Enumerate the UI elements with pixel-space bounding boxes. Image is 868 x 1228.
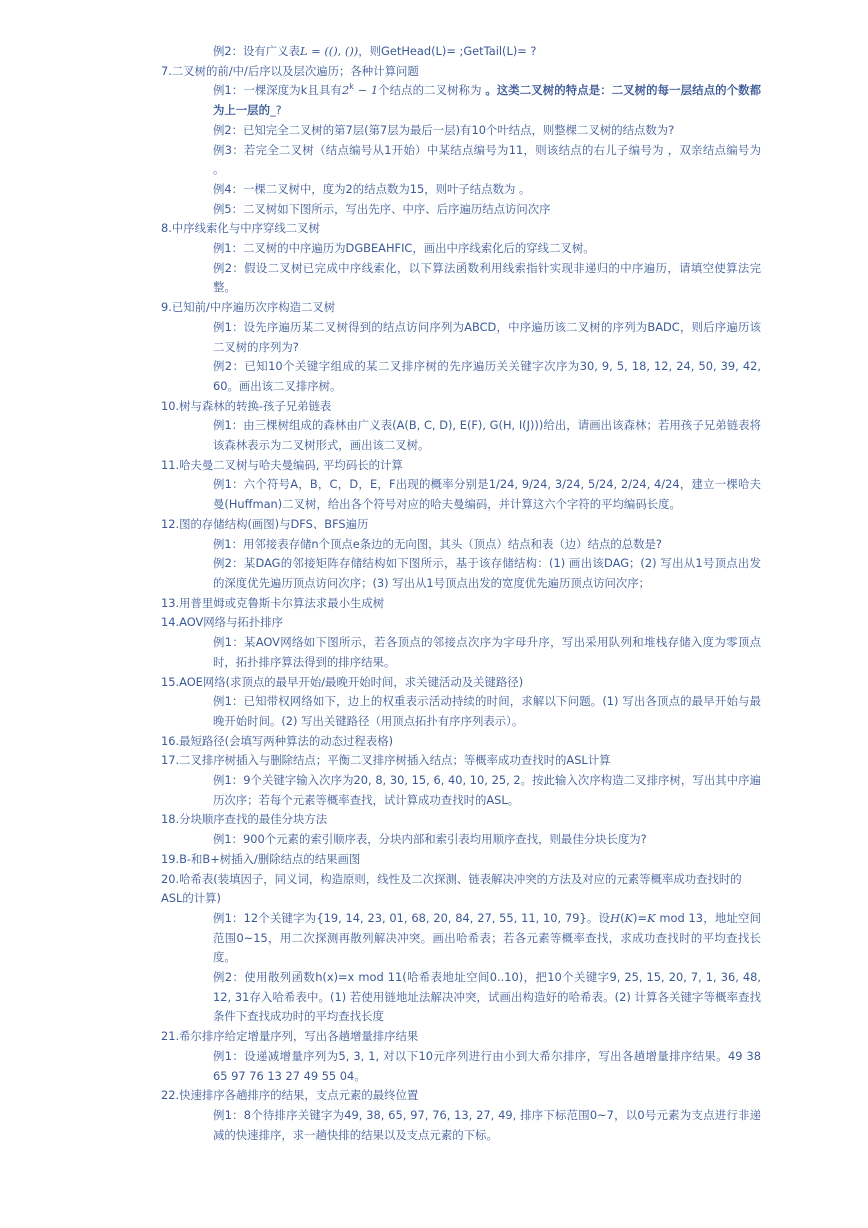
example-question [161, 42, 761, 62]
math-expression: K [624, 910, 634, 925]
text-run: 18.分块顺序查找的最佳分块方法 [161, 812, 328, 827]
math-expression: − 1 [353, 83, 379, 98]
text-run: 例1：8个待排序关键字为49, 38, 65, 97, 76, 13, 27, 49, 排序下标范围0~7，以0号元素为支点进行非递减的快速排序，求一趟快排的结果以及支点元素的下标。 [213, 1107, 761, 1142]
exam-outline [161, 42, 761, 1145]
example-question [161, 318, 761, 357]
example-question [161, 554, 761, 593]
section-heading [161, 673, 761, 693]
section-heading [161, 1027, 761, 1047]
example-question [161, 180, 761, 200]
section-heading [161, 751, 761, 771]
example-question [161, 259, 761, 298]
text-run: 14.AOV网络与拓扑排序 [161, 615, 283, 630]
text-run: 9.已知前/中序遍历次序构造二叉树 [161, 300, 336, 315]
text-run: 例1：设递减增量序列为5, 3, 1, 对以下10元序列进行由小到大希尔排序，写出各趟增量排序结果。49 38 65 97 76 13 27 49 55 04。 [213, 1048, 761, 1083]
math-expression: H [610, 910, 621, 925]
section-heading [161, 613, 761, 633]
text-run: 例1：一棵深度为k且具有 [213, 83, 342, 98]
section-heading [161, 810, 761, 830]
text-run: 12.图的存储结构(画图)与DFS、BFS遍历 [161, 516, 369, 531]
text-run: 17.二叉排序树插入与删除结点；平衡二叉排序树插入结点；等概率成功查找时的ASL计算 [161, 753, 611, 768]
text-run: 7.二叉树的前/中/后序以及层次遍历；各种计算问题 [161, 63, 419, 78]
text-run: 例3：若完全二叉树（结点编号从1开始）中某结点编号为11，则该结点的右儿子编号为 ，双亲结点编号为 。 [213, 142, 761, 177]
math-expression: 2 [341, 83, 350, 98]
example-question [161, 416, 761, 455]
example-question [161, 81, 761, 120]
section-heading [161, 850, 761, 870]
text-run: 例5：二叉树如下图所示，写出先序、中序、后序遍历结点访问次序 [213, 201, 551, 216]
text-run: 例1：9个关键字输入次序为20, 8, 30, 15, 6, 40, 10, 25, 2。按此输入次序构造二叉排序树，写出其中序遍历次序；若每个元素等概率查找，试计算成功查找时的ASL。 [213, 773, 761, 807]
math-expression: K [647, 910, 656, 925]
example-question [161, 1047, 761, 1086]
text-run: 21.希尔排序给定增量序列，写出各趟增量排序结果 [161, 1029, 419, 1044]
text-run: _? [269, 103, 282, 118]
section-heading [161, 62, 761, 82]
example-question [161, 239, 761, 259]
text-run: 例1：六个符号A，B，C，D，E，F出现的概率分别是1/24, 9/24, 3/24, 5/24, 2/24, 4/24，建立一棵哈夫曼(Huffman)二叉树，给出各个符号对应的哈夫曼编码，并计算这六个字符的平均编码长度。 [213, 477, 761, 512]
example-question [161, 200, 761, 220]
text-run: 例1：某AOV网络如下图所示，若各顶点的邻接点次序为字母升序，写出采用队列和堆栈存储入度为零顶点时，拓扑排序算法得到的排序结果。 [213, 635, 761, 669]
text-run: 例1：由三棵树组成的森林由广义表(A(B, C, D), E(F), G(H, I(J)))给出，请画出该森林；若用孩子兄弟链表将该森林表示为二叉树形式，画出该二叉树。 [213, 418, 761, 453]
section-heading [161, 870, 761, 909]
example-question [161, 475, 761, 514]
example-question [161, 830, 761, 850]
text-run: mod 13，地址空间范围0~15，用二次探测再散列解决冲突。画出哈希表；若各元素等概率查找，求成功查找时的平均查找长度。 [213, 910, 762, 965]
text-run: 例2：已知完全二叉树的第7层(第7层为最后一层)有10个叶结点，则整棵二叉树的结点数为? [213, 122, 675, 137]
section-heading [161, 456, 761, 476]
text-run: 13.用普里姆或克鲁斯卡尔算法求最小生成树 [161, 595, 385, 610]
example-question [161, 357, 761, 396]
text-run: 例1：设先序遍历某二叉树得到的结点访问序列为ABCD，中序遍历该二叉树的序列为BADC，则后序遍历该二叉树的序列为? [213, 319, 761, 354]
text-run: 。这类二叉树的特点是：二叉树的每一层结点的个数都为上一层的 [213, 83, 761, 118]
text-run: 例2：已知10个关键字组成的某二叉排序树的先序遍历关关键字次序为30, 9, 5, 18, 12, 24, 50, 39, 42, 60。画出该二叉排序树。 [213, 359, 761, 393]
text-run: 例1：二叉树的中序遍历为DGBEAHFIC，画出中序线索化后的穿线二叉树。 [213, 241, 595, 256]
section-heading [161, 1086, 761, 1106]
text-run: 例2：使用散列函数h(x)=x mod 11(哈希表地址空间0..10)，把10个关键字9, 25, 15, 20, 7, 1, 36, 48, 12, 31存入哈希表中。(1) 若使用链地址法解决冲突，试画出构造好的哈希表。(2) 计算各关键字等概率查找条件下查找成功时的平均查找长度 [213, 970, 761, 1024]
section-heading [161, 732, 761, 752]
section-heading [161, 515, 761, 535]
text-run: 例1：12个关键字为{19, 14, 23, 01, 68, 20, 84, 27, 55, 11, 10, 79}。设 [213, 910, 611, 925]
text-run: 例2：某DAG的邻接矩阵存储结构如下图所示，基于该存储结构：(1) 画出该DAG；(2) 写出从1号顶点出发的深度优先遍历顶点访问次序；(3) 写出从1号顶点出发的宽度优先遍历顶点访问次序； [213, 556, 761, 590]
text-run: 例1：用邻接表存储n个顶点e条边的无向图，其头（顶点）结点和表（边）结点的总数是? [213, 536, 662, 551]
text-run: 例2：设有广义表 [213, 44, 300, 58]
text-run: )= [633, 910, 648, 925]
text-run: 16.最短路径(会填写两种算法的动态过程表格) [161, 733, 394, 748]
text-run: 11.哈夫曼二叉树与哈夫曼编码, 平均码长的计算 [161, 457, 403, 472]
text-run: ，则GetHead(L)= ;GetTail(L)= ? [358, 44, 537, 58]
math-expression: k [349, 82, 354, 92]
example-question [161, 968, 761, 1027]
section-heading [161, 594, 761, 614]
example-question [161, 771, 761, 810]
example-question [161, 909, 761, 968]
text-run: 个结点的二叉树称为 [378, 83, 486, 98]
text-run: 19.B-和B+树插入/删除结点的结果画图 [161, 851, 361, 866]
text-run: 20.哈希表(装填因子，同义词，构造原则，线性及二次探测、链表解决冲突的方法及对应的元素等概率成功查找时的ASL的计算) [161, 871, 742, 906]
example-question [161, 141, 761, 180]
example-question [161, 1106, 761, 1145]
math-expression: L = ((), ()) [299, 44, 359, 58]
section-heading [161, 298, 761, 318]
text-run: 例1：900个元素的索引顺序表，分块内部和索引表均用顺序查找，则最佳分块长度为? [213, 832, 647, 847]
section-heading [161, 397, 761, 417]
text-run: 例1：已知带权网络如下，边上的权重表示活动持续的时间，求解以下问题。(1) 写出各顶点的最早开始与最晚开始时间。(2) 写出关键路径（用顶点拓扑有序序列表示）。 [213, 694, 761, 728]
example-question [161, 121, 761, 141]
example-question [161, 633, 761, 672]
section-heading [161, 219, 761, 239]
text-run: 22.快速排序各趟排序的结果，支点元素的最终位置 [161, 1088, 419, 1103]
text-run: 例2：假设二叉树已完成中序线索化，以下算法函数利用线索指针实现非递归的中序遍历，请填空使算法完整。 [213, 260, 761, 295]
text-run: 10.树与森林的转换-孩子兄弟链表 [161, 398, 332, 413]
example-question [161, 535, 761, 555]
example-question [161, 692, 761, 731]
text-run: 例4：一棵二叉树中，度为2的结点数为15，则叶子结点数为 。 [213, 181, 531, 196]
text-run: 15.AOE网络(求顶点的最早开始/最晚开始时间，求关键活动及关键路径) [161, 674, 524, 689]
text-run: 8.中序线索化与中序穿线二叉树 [161, 221, 320, 236]
text-run: ( [620, 910, 625, 925]
